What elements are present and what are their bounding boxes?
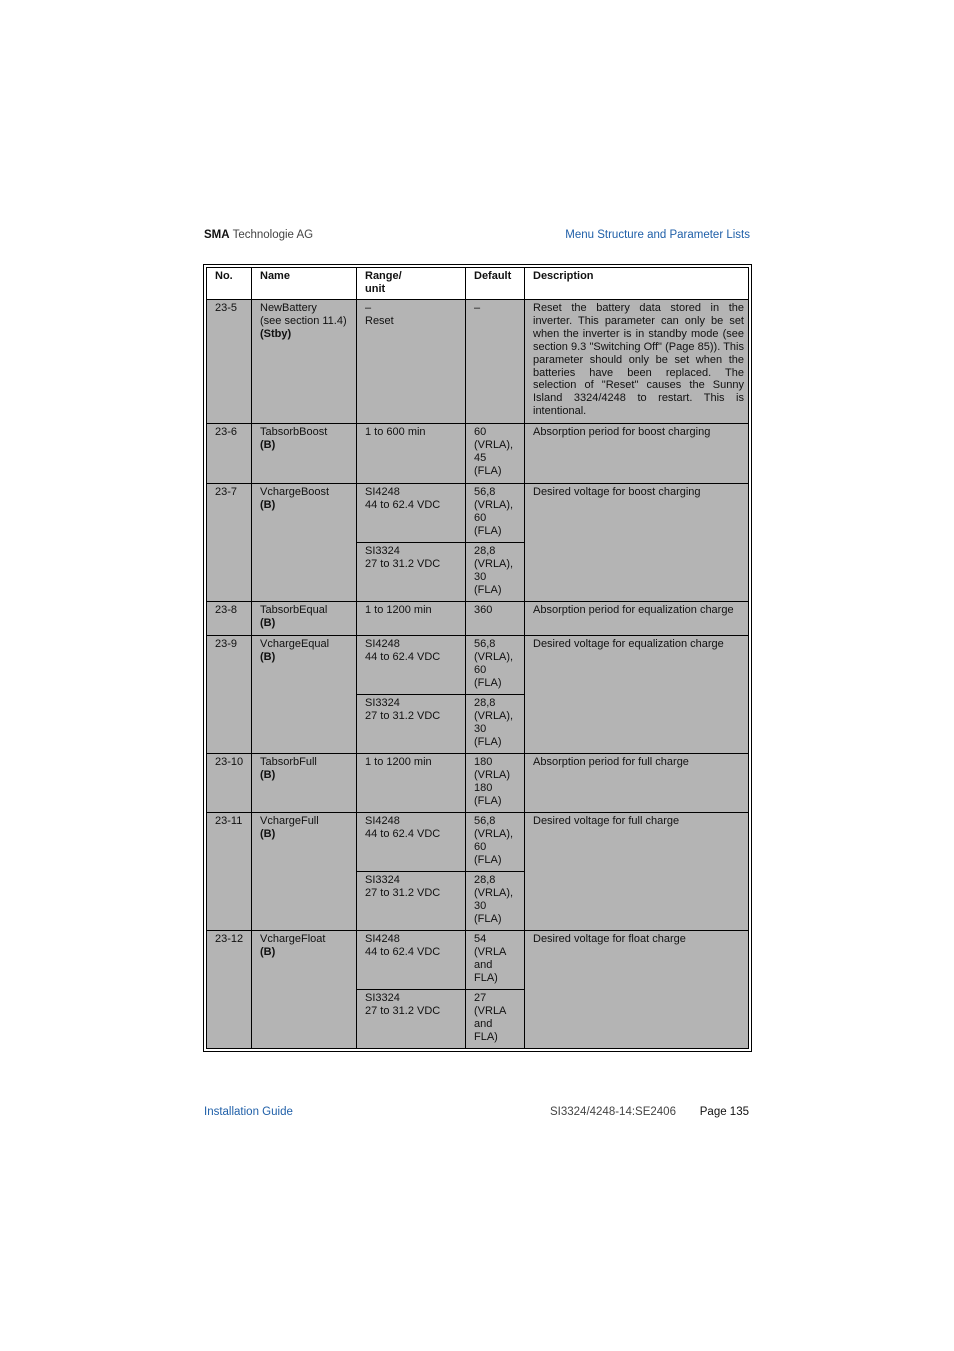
parameter-table (206, 267, 749, 1049)
table-row (207, 300, 749, 424)
param-description: Absorption period for equalization charge (525, 602, 749, 636)
param-default: 28,8 (VRLA), 30 (FLA) (466, 543, 525, 602)
param-default: 28,8 (VRLA), 30 (FLA) (466, 872, 525, 931)
company-name: Technologie AG (232, 229, 314, 241)
table-row (207, 931, 749, 990)
param-default: 27 (VRLA and FLA) (466, 990, 525, 1049)
param-description: Absorption period for boost charging (525, 424, 749, 484)
param-default: – (466, 300, 525, 424)
param-range: SI4248 44 to 62.4 VDC (357, 636, 466, 695)
table-row (207, 636, 749, 695)
page-header-company (204, 229, 313, 241)
footer-doc-code: SI3324/4248-14:SE2406 (550, 1106, 676, 1118)
param-name: TabsorbEqual (B) (252, 602, 357, 636)
param-name: TabsorbFull (B) (252, 754, 357, 813)
col-header-no: No. (207, 268, 252, 300)
table-header-row (207, 268, 749, 300)
param-default: 180 (VRLA) 180 (FLA) (466, 754, 525, 813)
col-header-default: Default (466, 268, 525, 300)
param-description: Desired voltage for boost charging (525, 484, 749, 602)
param-default: 54 (VRLA and FLA) (466, 931, 525, 990)
param-range: – Reset (357, 300, 466, 424)
param-description: Absorption period for full charge (525, 754, 749, 813)
param-range: 1 to 600 min (357, 424, 466, 484)
table-row (207, 424, 749, 484)
param-no: 23-10 (207, 754, 252, 813)
param-no: 23-5 (207, 300, 252, 424)
param-no: 23-11 (207, 813, 252, 931)
param-no: 23-12 (207, 931, 252, 1049)
param-default: 56,8 (VRLA), 60 (FLA) (466, 813, 525, 872)
table-row (207, 754, 749, 813)
param-description: Desired voltage for full charge (525, 813, 749, 931)
param-description: Reset the battery data stored in the inverter. This parameter can only be set when the inverter is in standby mode (see section 9.3 "Switching Off" (Page 85)). This parameter should only be set when the batteries have been replaced. The selection of "Reset" causes the Sunny Island 3324/4248 to restart. This is intentional. (525, 300, 749, 424)
param-default: 360 (466, 602, 525, 636)
param-name: VchargeFull (B) (252, 813, 357, 931)
col-header-range: Range/ unit (357, 268, 466, 300)
param-range: SI3324 27 to 31.2 VDC (357, 872, 466, 931)
col-header-name: Name (252, 268, 357, 300)
param-range: SI3324 27 to 31.2 VDC (357, 543, 466, 602)
table-row (207, 484, 749, 543)
col-header-description: Description (525, 268, 749, 300)
param-default: 60 (VRLA), 45 (FLA) (466, 424, 525, 484)
param-description: Desired voltage for equalization charge (525, 636, 749, 754)
param-default: 28,8 (VRLA), 30 (FLA) (466, 695, 525, 754)
parameter-table-frame (203, 264, 752, 1052)
footer-page-number: Page 135 (699, 1106, 749, 1118)
param-name: VchargeEqual (B) (252, 636, 357, 754)
param-range: SI3324 27 to 31.2 VDC (357, 695, 466, 754)
param-default: 56,8 (VRLA), 60 (FLA) (466, 636, 525, 695)
param-no: 23-8 (207, 602, 252, 636)
param-range: 1 to 1200 min (357, 754, 466, 813)
param-range: SI4248 44 to 62.4 VDC (357, 931, 466, 990)
page-header-section: Menu Structure and Parameter Lists (565, 229, 750, 241)
param-no: 23-9 (207, 636, 252, 754)
table-row (207, 602, 749, 636)
param-name: NewBattery (see section 11.4) (Stby) (252, 300, 357, 424)
param-default: 56,8 (VRLA), 60 (FLA) (466, 484, 525, 543)
param-range: SI4248 44 to 62.4 VDC (357, 484, 466, 543)
param-name: VchargeFloat (B) (252, 931, 357, 1049)
param-no: 23-6 (207, 424, 252, 484)
param-range: SI3324 27 to 31.2 VDC (357, 990, 466, 1049)
brand-name: SMA (204, 229, 230, 241)
param-range: 1 to 1200 min (357, 602, 466, 636)
footer-doc-type: Installation Guide (204, 1106, 293, 1118)
param-no: 23-7 (207, 484, 252, 602)
param-range: SI4248 44 to 62.4 VDC (357, 813, 466, 872)
param-name: TabsorbBoost (B) (252, 424, 357, 484)
param-name: VchargeBoost (B) (252, 484, 357, 602)
param-description: Desired voltage for float charge (525, 931, 749, 1049)
table-row (207, 813, 749, 872)
